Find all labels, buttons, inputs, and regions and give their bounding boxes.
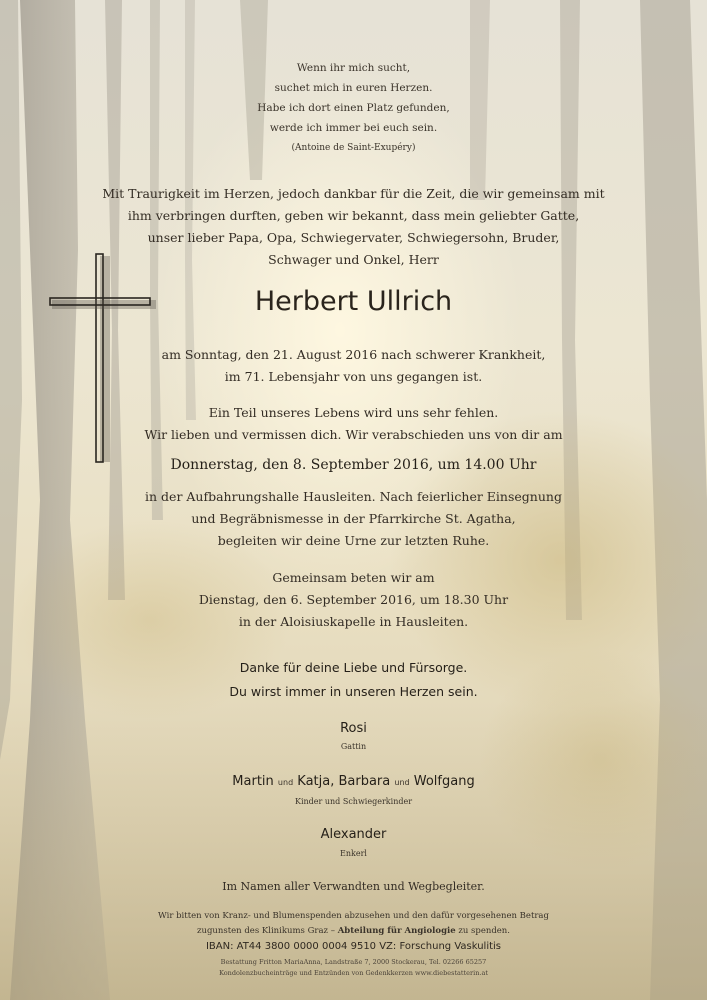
thanks-line: Danke für deine Liebe und Fürsorge. bbox=[239, 660, 468, 675]
quote-line: werde ich immer bei euch sein. bbox=[269, 122, 438, 134]
intro-paragraph bbox=[0, 183, 707, 271]
ceremony-line: begleiten wir deine Urne zur letzten Ruhe. bbox=[217, 533, 490, 548]
ceremony-line: und Begräbnismesse in der Pfarrkirche St. Agatha, bbox=[191, 511, 516, 526]
children-names bbox=[0, 774, 707, 789]
child-name: Martin bbox=[232, 774, 274, 789]
grandchild-name: Alexander bbox=[320, 827, 387, 842]
quote bbox=[0, 58, 707, 158]
prayer-line: Gemeinsam beten wir am bbox=[272, 570, 435, 585]
spouse-role: Gattin bbox=[340, 742, 367, 751]
connector-und: und bbox=[394, 778, 410, 787]
intro-line: Mit Traurigkeit im Herzen, jedoch dankbar für die Zeit, die wir gemeinsam mit bbox=[102, 186, 605, 201]
child-name: Wolfgang bbox=[413, 774, 475, 789]
donation-paragraph bbox=[0, 909, 707, 939]
children-role: Kinder und Schwiegerkinder bbox=[294, 797, 413, 806]
thanks-paragraph bbox=[0, 656, 707, 704]
child-name: Katja, Barbara bbox=[297, 774, 391, 789]
farewell-line: Wir lieben und vermissen dich. Wir verabschieden uns von dir am bbox=[144, 427, 563, 442]
donation-line: Wir bitten von Kranz- und Blumenspenden abzusehen und den dafür vorgesehenen Betrag bbox=[158, 911, 549, 921]
footer bbox=[0, 957, 707, 979]
donation-recipient: Abteilung für Angiologie bbox=[337, 926, 456, 936]
farewell-paragraph bbox=[0, 402, 707, 446]
funeral-date: Donnerstag, den 8. September 2016, um 14.00 Uhr bbox=[170, 457, 537, 473]
death-paragraph bbox=[0, 344, 707, 388]
thanks-line: Du wirst immer in unseren Herzen sein. bbox=[229, 684, 478, 699]
intro-line: ihm verbringen durften, geben wir bekannt, dass mein geliebter Gatte, bbox=[127, 208, 580, 223]
death-line: am Sonntag, den 21. August 2016 nach schwerer Krankheit, bbox=[161, 347, 546, 362]
undertaker-info: Bestattung Fritton MariaAnna, Landstraße 7, 2000 Stockerau, Tel. 02266 65257 bbox=[220, 958, 487, 966]
donation-line bbox=[0, 924, 707, 939]
grandchild-role: Enkerl bbox=[340, 849, 367, 858]
quote-line: suchet mich in euren Herzen. bbox=[274, 82, 433, 94]
closing-line: Im Namen aller Verwandten und Wegbegleiter. bbox=[222, 880, 485, 893]
intro-line: Schwager und Onkel, Herr bbox=[268, 252, 439, 267]
spouse-name: Rosi bbox=[340, 721, 367, 736]
donation-text: zu spenden. bbox=[455, 926, 510, 936]
ceremony-line: in der Aufbahrungshalle Hausleiten. Nach feierlicher Einsegnung bbox=[145, 489, 562, 504]
deceased-name: Herbert Ullrich bbox=[254, 286, 453, 317]
farewell-line: Ein Teil unseres Lebens wird uns sehr fehlen. bbox=[208, 405, 499, 420]
intro-line: unser lieber Papa, Opa, Schwiegervater, Schwiegersohn, Bruder, bbox=[147, 230, 560, 245]
donation-text: zugunsten des Klinikums Graz – bbox=[197, 926, 338, 936]
quote-author: (Antoine de Saint-Exupéry) bbox=[291, 143, 416, 153]
connector-und: und bbox=[277, 778, 294, 787]
ceremony-paragraph bbox=[0, 486, 707, 552]
prayer-line: Dienstag, den 6. September 2016, um 18.30 Uhr bbox=[198, 592, 509, 607]
prayer-line: in der Aloisiuskapelle in Hausleiten. bbox=[238, 614, 469, 629]
iban-line: IBAN: AT44 3800 0000 0004 9510 VZ: Forschung Vaskulitis bbox=[205, 941, 502, 952]
prayer-paragraph bbox=[0, 567, 707, 633]
death-line: im 71. Lebensjahr von uns gegangen ist. bbox=[224, 369, 483, 384]
condolence-info: Kondolenzbucheinträge und Entzünden von Gedenkkerzen www.diebestatterin.at bbox=[219, 969, 488, 977]
quote-line: Habe ich dort einen Platz gefunden, bbox=[257, 102, 450, 114]
quote-line: Wenn ihr mich sucht, bbox=[296, 62, 411, 74]
